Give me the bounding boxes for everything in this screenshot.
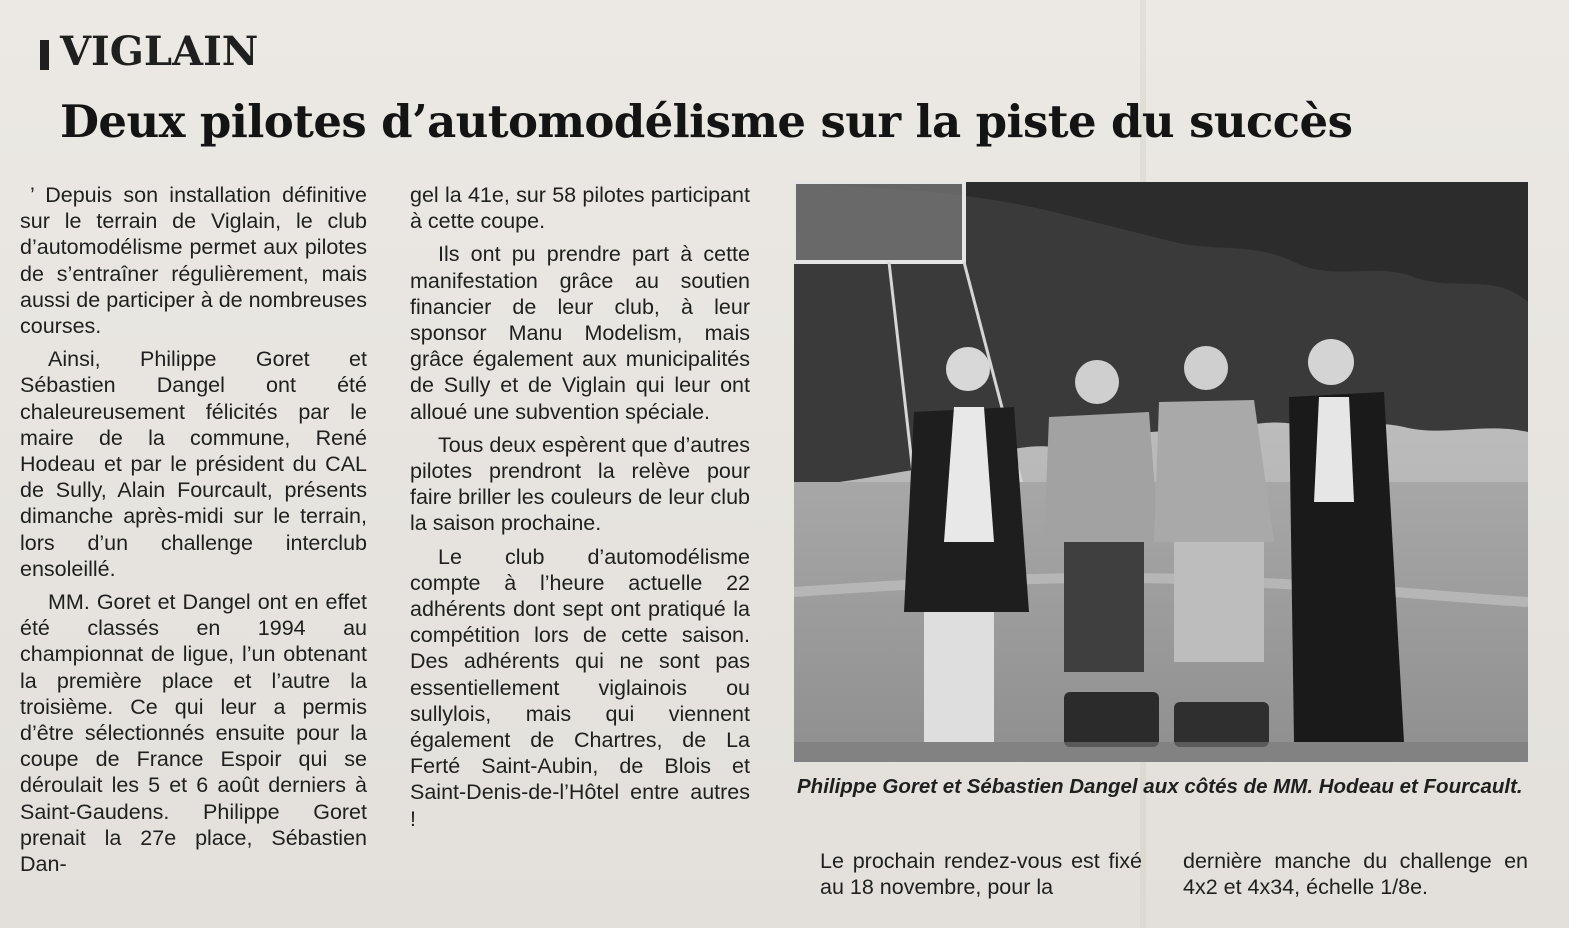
paragraph: dernière manche du challenge en 4x2 et 4x34, échelle 1/8e. [1183,849,1528,900]
photo-four-men-with-model-cars [794,182,1528,762]
section-marker [40,40,49,70]
section-title: VIGLAIN [60,28,259,75]
paragraph: Ils ont pu prendre part à cette manifestation grâce au soutien financier de leur club, à leur sponsor Manu Modelism, mais grâce également aux municipalités de Sully et de Viglain qui leur ont alloué une subvention spéciale. [410,242,750,424]
article-column-2 [410,182,750,839]
paragraph: ’ Depuis son installation définitive sur le terrain de Viglain, le club d’automodélisme permet aux pilotes de s’entraîner régulièrement, mais aussi de participer à de nombreuses courses. [20,183,367,339]
article-column-1 [20,182,367,884]
headline: Deux pilotes d’automodélisme sur la piste du succès [60,95,1353,148]
photo-caption: Philippe Goret et Sébastien Dangel aux côtés de MM. Hodeau et Fourcault. [797,775,1523,798]
paragraph: Ainsi, Philippe Goret et Sébastien Dangel ont été chaleureusement félicités par le maire de la commune, René Hodeau et par le président du CAL de Sully, Alain Fourcault, présents dimanche après-midi sur le terrain, lors d’un challenge interclub ensoleillé. [20,347,367,581]
paragraph: Le prochain rendez-vous est fixé au 18 novembre, pour la [820,849,1142,900]
paragraph: gel la 41e, sur 58 pilotes participant à cette coupe. [410,183,750,234]
paragraph: Le club d’automodélisme compte à l’heure actuelle 22 adhérents dont sept ont pratiqué la compétition lors de cette saison. Des adhérents qui ne sont pas essentiellement viglainois ou sullylois, mais qui viennent également de Chartres, de La Ferté Saint-Aubin, de Blois et Saint-Denis-de-l’Hôtel entre autres ! [410,544,750,831]
paragraph: MM. Goret et Dangel ont en effet été classés en 1994 au championnat de ligue, l’un obtenant la première place et l’autre la troisième. Ce qui leur a permis d’être sélectionnés ensuite pour la coupe de France Espoir qui se déroulait les 5 et 6 août derniers à Saint-Gaudens. Philippe Goret prenait la 27e place, Sébastien Dan- [20,590,367,877]
article-column-3b [1183,848,1528,900]
article-column-3a [820,848,1142,900]
article-photo [794,182,1528,762]
bleed-through-text [1165,0,1535,27]
paragraph: Tous deux espèrent que d’autres pilotes prendront la relève pour faire briller les couleurs de leur club la saison prochaine. [410,432,750,536]
